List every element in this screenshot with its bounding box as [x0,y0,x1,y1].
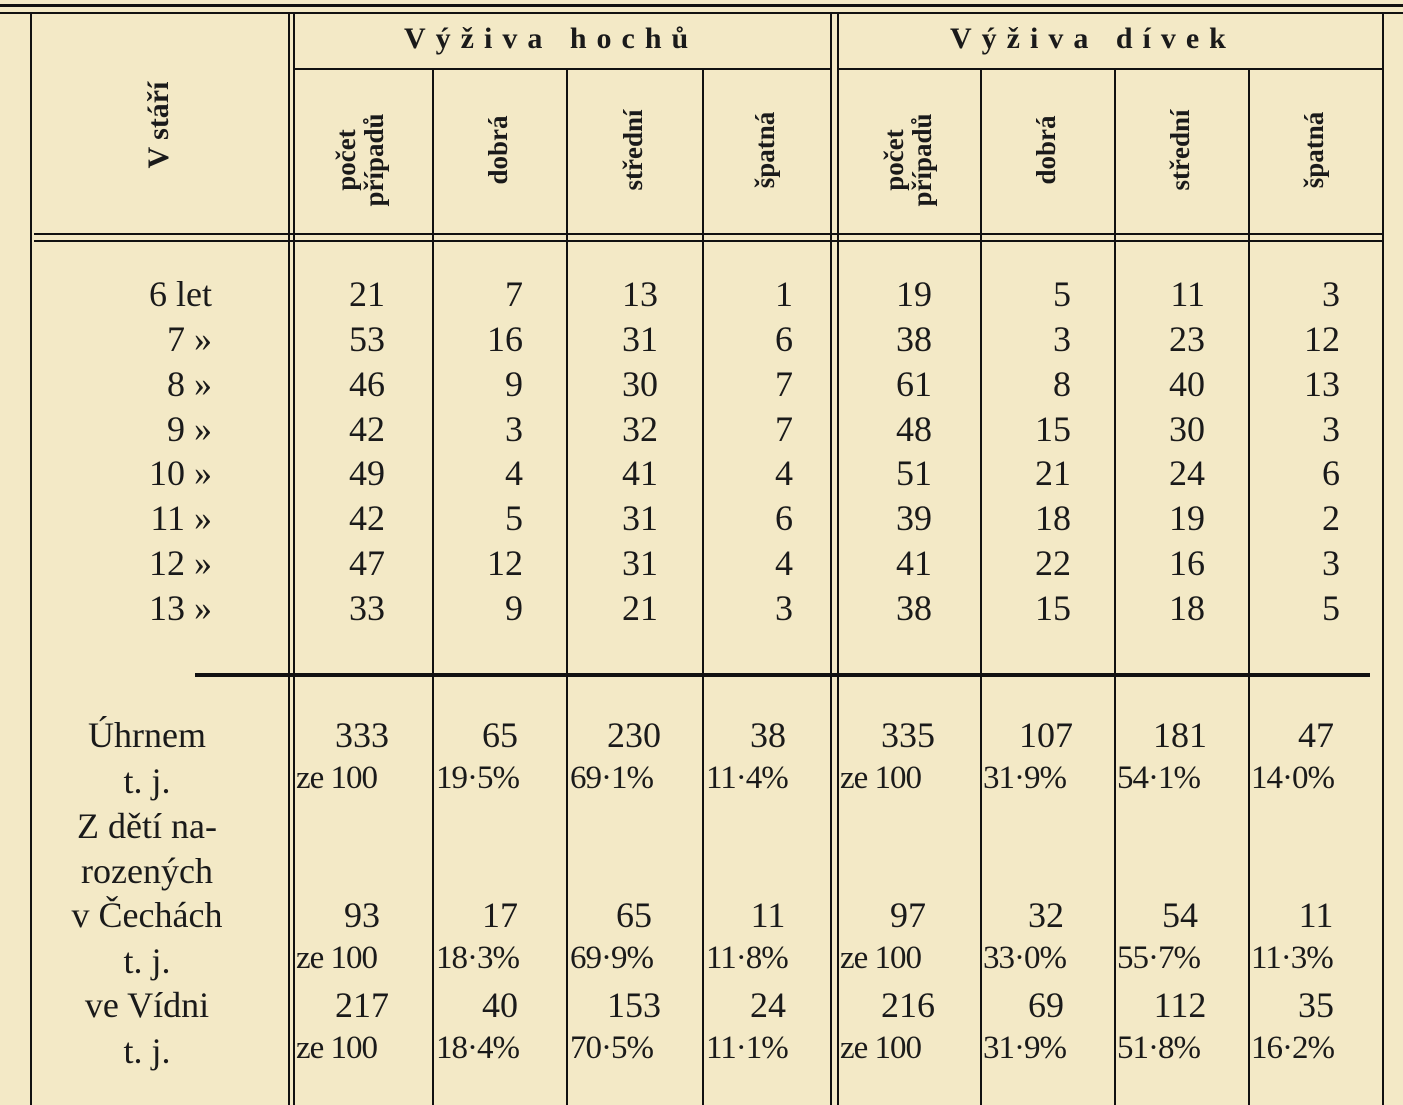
summary-cell: 55·7% [1117,940,1200,976]
column-header: špatná [750,111,780,189]
table-cell: 5 [505,498,523,538]
table-cell: 5 [1322,588,1340,628]
group-underline [293,68,830,70]
table-cell: 3 [1322,543,1340,583]
age-label: 10 » [149,453,212,493]
table-cell: 30 [1169,409,1205,449]
table-cell: 11 [1170,274,1205,314]
table-cell: 13 [1304,364,1340,404]
summary-cell: 69 [1028,985,1064,1025]
summary-cell: 32 [1028,895,1064,935]
table-cell: 41 [622,453,658,493]
table-cell: 42 [349,409,385,449]
table-cell: 41 [896,543,932,583]
table-cell: 6 [1322,453,1340,493]
table-cell: 42 [349,498,385,538]
summary-cell: 65 [616,895,652,935]
table-cell: 4 [775,453,793,493]
summary-label: ve Vídni [84,985,210,1025]
table-cell: 16 [487,319,523,359]
table-cell: 7 [505,274,523,314]
table-cell: 38 [896,319,932,359]
table-cell: 24 [1169,453,1205,493]
table-cell: 18 [1035,498,1071,538]
table-cell: 21 [349,274,385,314]
summary-cell: ze 100 [840,1030,922,1066]
table-cell: 9 [505,364,523,404]
age-label: 12 » [149,543,212,583]
table-cell: 16 [1169,543,1205,583]
summary-cell: 31·9% [983,1030,1066,1066]
header-rule [34,233,1382,235]
summary-label: t. j. [123,761,171,801]
table-cell: 19 [896,274,932,314]
header-rule-2 [34,240,1382,242]
table-cell: 3 [1322,274,1340,314]
column-header: počet případů [879,113,937,207]
summary-cell: 70·5% [570,1030,653,1066]
summary-cell: 18·3% [436,940,519,976]
table-cell: 7 [775,364,793,404]
table-cell: 12 [487,543,523,583]
boys-group-title: Výživa hochů [404,22,699,55]
table-cell: 1 [775,274,793,314]
summary-cell: 18·4% [436,1030,519,1066]
summary-cell: 11·4% [706,760,788,796]
summary-label: rozených [81,851,213,891]
column-header: střední [618,109,648,191]
group-underline [837,68,1382,70]
column-header: dobrá [483,115,513,185]
summary-cell: 217 [335,985,389,1025]
summary-label: t. j. [123,1031,171,1071]
summary-cell: ze 100 [840,760,922,796]
table-cell: 38 [896,588,932,628]
table-cell: 23 [1169,319,1205,359]
table-cell: 51 [896,453,932,493]
table-cell: 15 [1035,588,1071,628]
top-rule [0,4,1403,7]
table-cell: 21 [622,588,658,628]
table-cell: 47 [349,543,385,583]
summary-cell: 335 [881,715,935,755]
summary-label: Z dětí na- [77,806,217,846]
age-label: 6 let [149,274,212,314]
age-label: 13 » [149,588,212,628]
summary-cell: ze 100 [296,1030,378,1066]
summary-cell: 17 [482,895,518,935]
age-header: V stáří [142,81,175,169]
table-cell: 4 [775,543,793,583]
table-cell: 21 [1035,453,1071,493]
table-cell: 3 [1322,409,1340,449]
summary-cell: ze 100 [840,940,922,976]
table-cell: 31 [622,319,658,359]
summary-label: Úhrnem [88,715,206,755]
summary-cell: 69·9% [570,940,653,976]
summary-cell: 14·0% [1251,760,1334,796]
table-cell: 33 [349,588,385,628]
table-cell: 31 [622,498,658,538]
summary-cell: 31·9% [983,760,1066,796]
summary-cell: 65 [482,715,518,755]
summary-cell: 54 [1162,895,1198,935]
summary-cell: 11 [1298,895,1334,935]
table-cell: 2 [1322,498,1340,538]
summary-cell: 216 [881,985,935,1025]
table-cell: 4 [505,453,523,493]
table-cell: 5 [1053,274,1071,314]
summary-cell: 19·5% [436,760,519,796]
table-cell: 39 [896,498,932,538]
table-cell: 8 [1053,364,1071,404]
summary-cell: 33·0% [983,940,1066,976]
summary-cell: 333 [335,715,389,755]
summary-cell: 181 [1153,715,1207,755]
column-header: špatná [1299,111,1329,189]
summary-label: v Čechách [71,895,223,935]
summary-cell: 54·1% [1117,760,1200,796]
column-header: dobrá [1031,115,1061,185]
summary-cell: 230 [607,715,661,755]
summary-cell: ze 100 [296,940,378,976]
summary-label: t. j. [123,941,171,981]
table-cell: 32 [622,409,658,449]
summary-cell: 153 [607,985,661,1025]
table-cell: 19 [1169,498,1205,538]
table-cell: 53 [349,319,385,359]
summary-cell: 47 [1298,715,1334,755]
summary-rule [195,673,1370,677]
summary-cell: 11·1% [706,1030,788,1066]
table-cell: 40 [1169,364,1205,404]
table-cell: 3 [505,409,523,449]
column-header: střední [1165,109,1195,191]
summary-cell: 16·2% [1251,1030,1334,1066]
table-cell: 18 [1169,588,1205,628]
top-rule-2 [0,12,1403,14]
summary-cell: 112 [1153,985,1207,1025]
summary-cell: 107 [1019,715,1073,755]
summary-cell: 24 [750,985,786,1025]
age-label: 9 » [167,409,212,449]
summary-cell: 97 [890,895,926,935]
table-cell: 61 [896,364,932,404]
table-cell: 6 [775,498,793,538]
summary-cell: 38 [750,715,786,755]
summary-cell: 35 [1298,985,1334,1025]
summary-cell: 11·3% [1251,940,1333,976]
summary-cell: 93 [344,895,380,935]
table-cell: 6 [775,319,793,359]
table-cell: 49 [349,453,385,493]
table-cell: 22 [1035,543,1071,583]
table-cell: 3 [775,588,793,628]
table-cell: 15 [1035,409,1071,449]
table-cell: 46 [349,364,385,404]
age-label: 8 » [167,364,212,404]
summary-cell: 51·8% [1117,1030,1200,1066]
age-label: 7 » [167,319,212,359]
age-label: 11 » [150,498,212,538]
table-cell: 3 [1053,319,1071,359]
table-cell: 31 [622,543,658,583]
table-cell: 7 [775,409,793,449]
table-cell: 12 [1304,319,1340,359]
girls-group-title: Výživa dívek [950,22,1236,55]
summary-cell: 69·1% [570,760,653,796]
table-cell: 48 [896,409,932,449]
summary-cell: 40 [482,985,518,1025]
summary-cell: ze 100 [296,760,378,796]
table-cell: 30 [622,364,658,404]
summary-cell: 11·8% [706,940,788,976]
column-header: počet případů [331,113,389,207]
summary-cell: 11 [750,895,786,935]
table-cell: 13 [622,274,658,314]
table-cell: 9 [505,588,523,628]
